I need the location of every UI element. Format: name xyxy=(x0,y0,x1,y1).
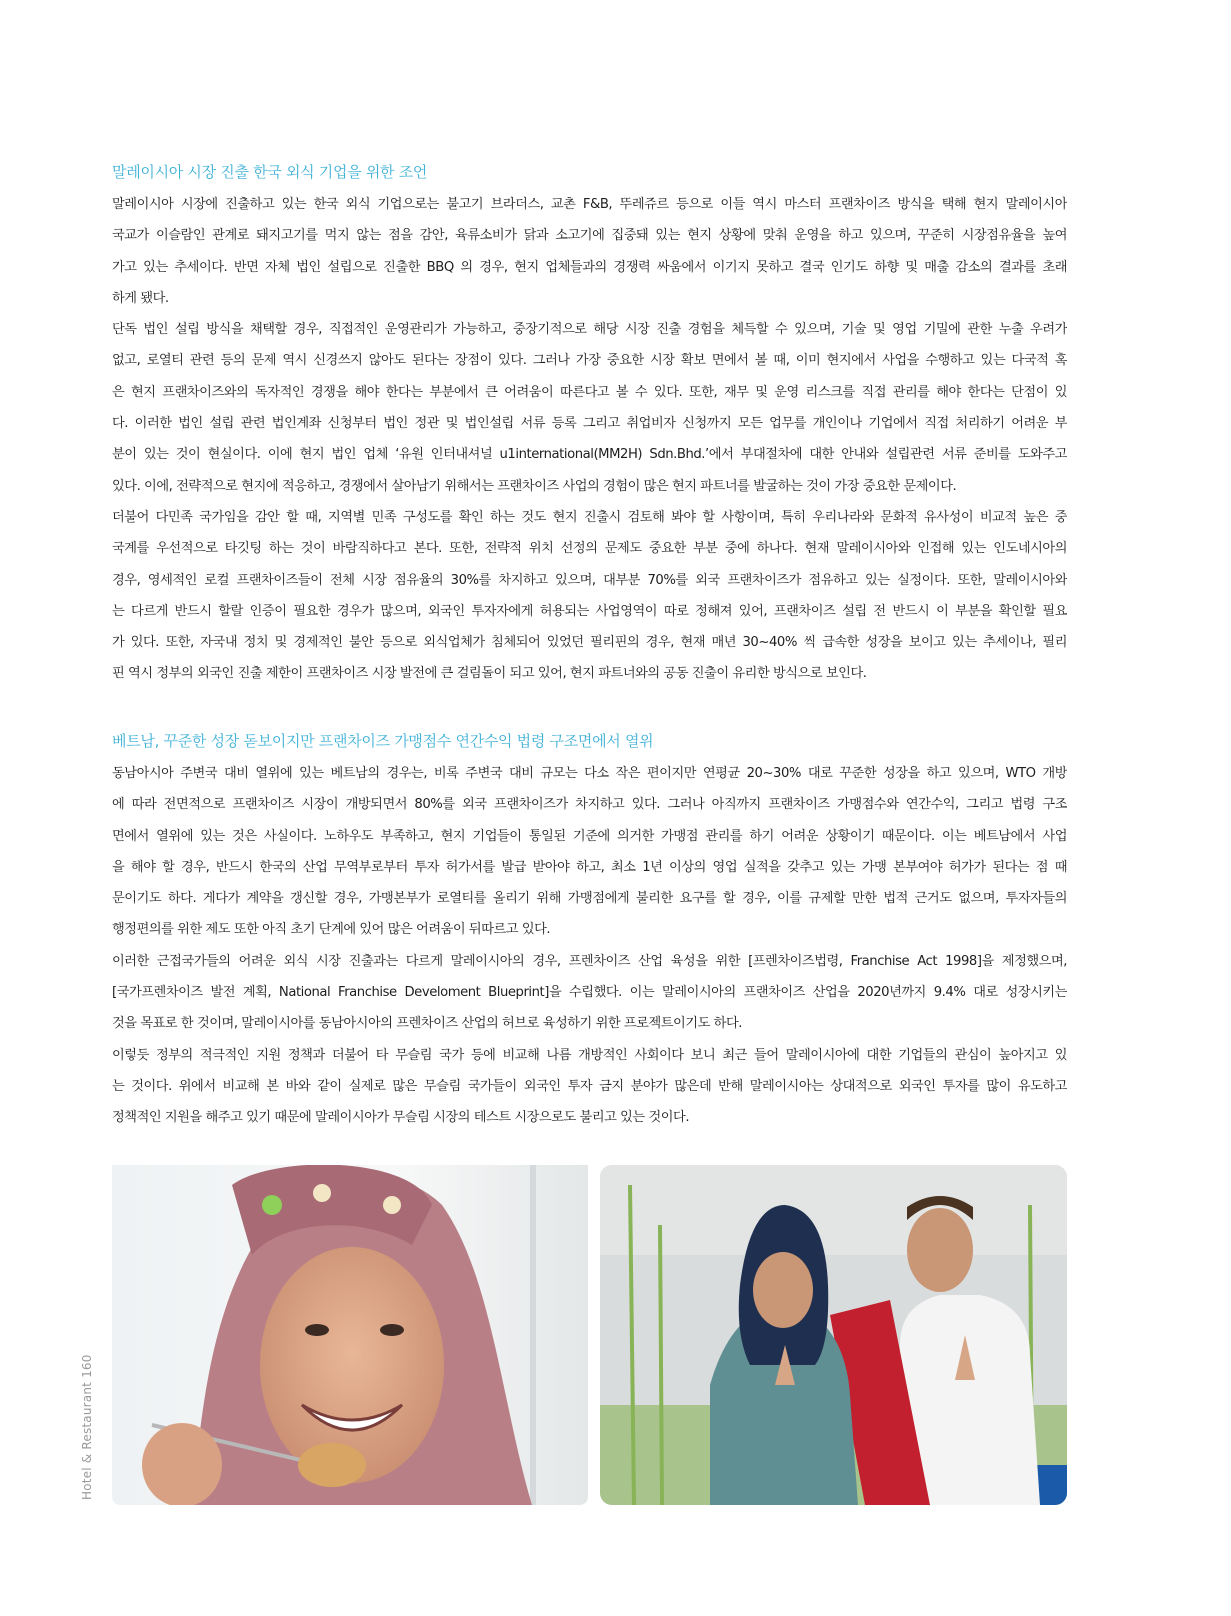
photo-couple-greeting xyxy=(600,1165,1067,1505)
section-heading: 말레이시아 시장 진출 한국 외식 기업을 위한 조언 xyxy=(112,163,428,181)
text-line: [국가프렌차이즈 발전 계획, National Franchise Develoment Blueprint]을 수립했다. 이는 말레이시아의 프랜차이즈 산업을 2020년까지 9.4% 대로 성장시키는 xyxy=(112,985,1067,1001)
text-line: 핀 역시 정부의 외국인 진출 제한이 프랜차이즈 시장 발전에 큰 걸림돌이 되고 있어, 현지 파트너와의 공동 진출이 유리한 방식으로 보인다. xyxy=(112,666,867,682)
text-line: 단독 법인 설립 방식을 채택할 경우, 직접적인 운영관리가 가능하고, 중장기적으로 해당 시장 진출 경험을 체득할 수 있으며, 기술 및 영업 기밀에 관한 누출 우려가 xyxy=(112,322,1067,338)
text-line: 문이기도 하다. 게다가 계약을 갱신할 경우, 가맹본부가 로열티를 올리기 위해 가맹점에게 불리한 요구를 할 경우, 이를 규제할 만한 법적 근거도 없으며, 투자자들의 xyxy=(112,891,1067,907)
section-body xyxy=(112,758,1067,1134)
photo-woman-in-hijab-eating xyxy=(112,1165,588,1505)
text-line: 분이 있는 것이 현실이다. 이에 현지 법인 업체 ‘유원 인터내셔널 u1international(MM2H) Sdn.Bhd.’에서 부대절차에 대한 안내와 설립관련 서류 준비를 도와주고 xyxy=(112,447,1067,463)
section-vietnam xyxy=(112,731,1067,1134)
text-line: 가 있다. 또한, 자국내 정치 및 경제적인 불안 등으로 외식업체가 침체되어 있었던 필리핀의 경우, 현재 매년 30~40% 씩 급속한 성장을 보이고 있는 추세이나, 필리 xyxy=(112,635,1067,651)
section-body xyxy=(112,189,1067,690)
text-line: 가고 있는 추세이다. 반면 자체 법인 설립으로 진출한 BBQ 의 경우, 현지 업체들과의 경쟁력 싸움에서 이기지 못하고 결국 인기도 하향 및 매출 감소의 결과를 초래 xyxy=(112,259,1067,275)
text-line: 국교가 이슬람인 관계로 돼지고기를 먹지 않는 점을 감안, 육류소비가 닭과 소고기에 집중돼 있는 현지 상황에 맞춰 운영을 하고 있으며, 꾸준히 시장점유율을 높여 xyxy=(112,228,1067,244)
text-line: 경우, 영세적인 로컬 프랜차이즈들이 전체 시장 점유율의 30%를 차지하고 있으며, 대부분 70%를 외국 프랜차이즈가 점유하고 있는 실정이다. 또한, 말레이시아와 xyxy=(112,572,1067,588)
text-line: 더불어 다민족 국가임을 감안 할 때, 지역별 민족 구성도를 확인 하는 것도 현지 진출시 검토해 봐야 할 사항이며, 특히 우리나라와 문화적 유사성이 비교적 높은 중 xyxy=(112,509,1067,525)
text-line: 이러한 근접국가들의 어려운 외식 시장 진출과는 다르게 말레이시아의 경우, 프렌차이즈 산업 육성을 위한 [프렌차이즈법령, Franchise Act 1998]을 제정했으며, xyxy=(112,953,1067,969)
text-line: 말레이시아 시장에 진출하고 있는 한국 외식 기업으로는 불고기 브라더스, 교촌 F&B, 뚜레쥬르 등으로 이들 역시 마스터 프랜차이즈 방식을 택해 현지 말레이시아 xyxy=(112,197,1067,212)
text-line: 행정편의를 위한 제도 또한 아직 초기 단계에 있어 많은 어려움이 뒤따르고 있다. xyxy=(112,922,551,938)
text-line: 것을 목표로 한 것이며, 말레이시아를 동남아시아의 프렌차이즈 산업의 허브로 육성하기 위한 프로젝트이기도 하다. xyxy=(112,1016,742,1032)
text-line: 면에서 열위에 있는 것은 사실이다. 노하우도 부족하고, 현지 기업들이 통일된 기준에 의거한 가맹점 관리를 하기 어려운 상황이기 때문이다. 이는 베트남에서 사업 xyxy=(112,828,1067,844)
section-malaysia-advice xyxy=(112,162,1067,690)
text-line: 는 다르게 반드시 할랄 인증이 필요한 경우가 많으며, 외국인 투자자에게 허용되는 사업영역이 따로 정해져 있어, 프랜차이즈 설립 전 반드시 이 부분을 확인할 필요 xyxy=(112,603,1067,619)
text-line: 동남아시아 주변국 대비 열위에 있는 베트남의 경우는, 비록 주변국 대비 규모는 다소 작은 편이지만 연평균 20~30% 대로 꾸준한 성장을 하고 있으며, WTO 개방 xyxy=(112,766,1067,781)
text-line: 정책적인 지원을 해주고 있기 때문에 말레이시아가 무슬림 시장의 테스트 시장으로도 불리고 있는 것이다. xyxy=(112,1110,690,1126)
section-heading: 베트남, 꾸준한 성장 돋보이지만 프랜차이즈 가맹점수 연간수익 법령 구조면에서 열위 xyxy=(112,732,654,750)
text-line: 에 따라 전면적으로 프랜차이즈 시장이 개방되면서 80%를 외국 프랜차이즈가 차지하고 있다. 그러나 아직까지 프랜차이즈 가맹점수와 연간수익, 그리고 법령 구조 xyxy=(112,797,1067,813)
text-line: 다. 이러한 법인 설립 관련 법인계좌 신청부터 법인 정관 및 법인설립 서류 등록 그리고 취업비자 신청까지 모든 업무를 개인이나 기업에서 직접 처리하기 어려운 부 xyxy=(112,416,1067,432)
text-line: 있다. 이에, 전략적으로 현지에 적응하고, 경쟁에서 살아남기 위해서는 프랜차이즈 사업의 경험이 많은 현지 파트너를 발굴하는 것이 가장 중요한 문제이다. xyxy=(112,478,957,494)
text-line: 이렇듯 정부의 적극적인 지원 정책과 더불어 타 무슬림 국가 등에 비교해 나름 개방적인 사회이다 보니 최근 들어 말레이시아에 대한 기업들의 관심이 높아지고 있 xyxy=(112,1047,1067,1063)
page-folio: Hotel & Restaurant 160 xyxy=(80,1354,94,1500)
text-line: 을 해야 할 경우, 반드시 한국의 산업 무역부로부터 투자 허가서를 발급 받아야 하고, 최소 1년 이상의 영업 실적을 갖추고 있는 가맹 본부여야 허가가 된다는 점 때 xyxy=(112,859,1067,875)
text-line: 는 것이다. 위에서 비교해 본 바와 같이 실제로 많은 무슬림 국가들이 외국인 투자 금지 분야가 많은데 반해 말레이시아는 상대적으로 외국인 투자를 많이 유도하고 xyxy=(112,1078,1067,1094)
text-line: 하게 됐다. xyxy=(112,290,169,306)
text-line: 은 현지 프랜차이즈와의 독자적인 경쟁을 해야 한다는 부분에서 큰 어려움이 따른다고 볼 수 있다. 또한, 재무 및 운영 리스크를 직접 관리를 해야 한다는 단점이 있 xyxy=(112,384,1067,400)
text-line: 없고, 로열티 관련 등의 문제 역시 신경쓰지 않아도 된다는 장점이 있다. 그러나 가장 중요한 시장 확보 면에서 볼 때, 이미 현지에서 사업을 수행하고 있는 다국적 혹 xyxy=(112,353,1067,369)
text-line: 국계를 우선적으로 타깃팅 하는 것이 바람직하다고 본다. 또한, 전략적 위치 선정의 문제도 중요한 부분 중에 하나다. 현재 말레이시아와 인접해 있는 인도네시아의 xyxy=(112,541,1067,557)
